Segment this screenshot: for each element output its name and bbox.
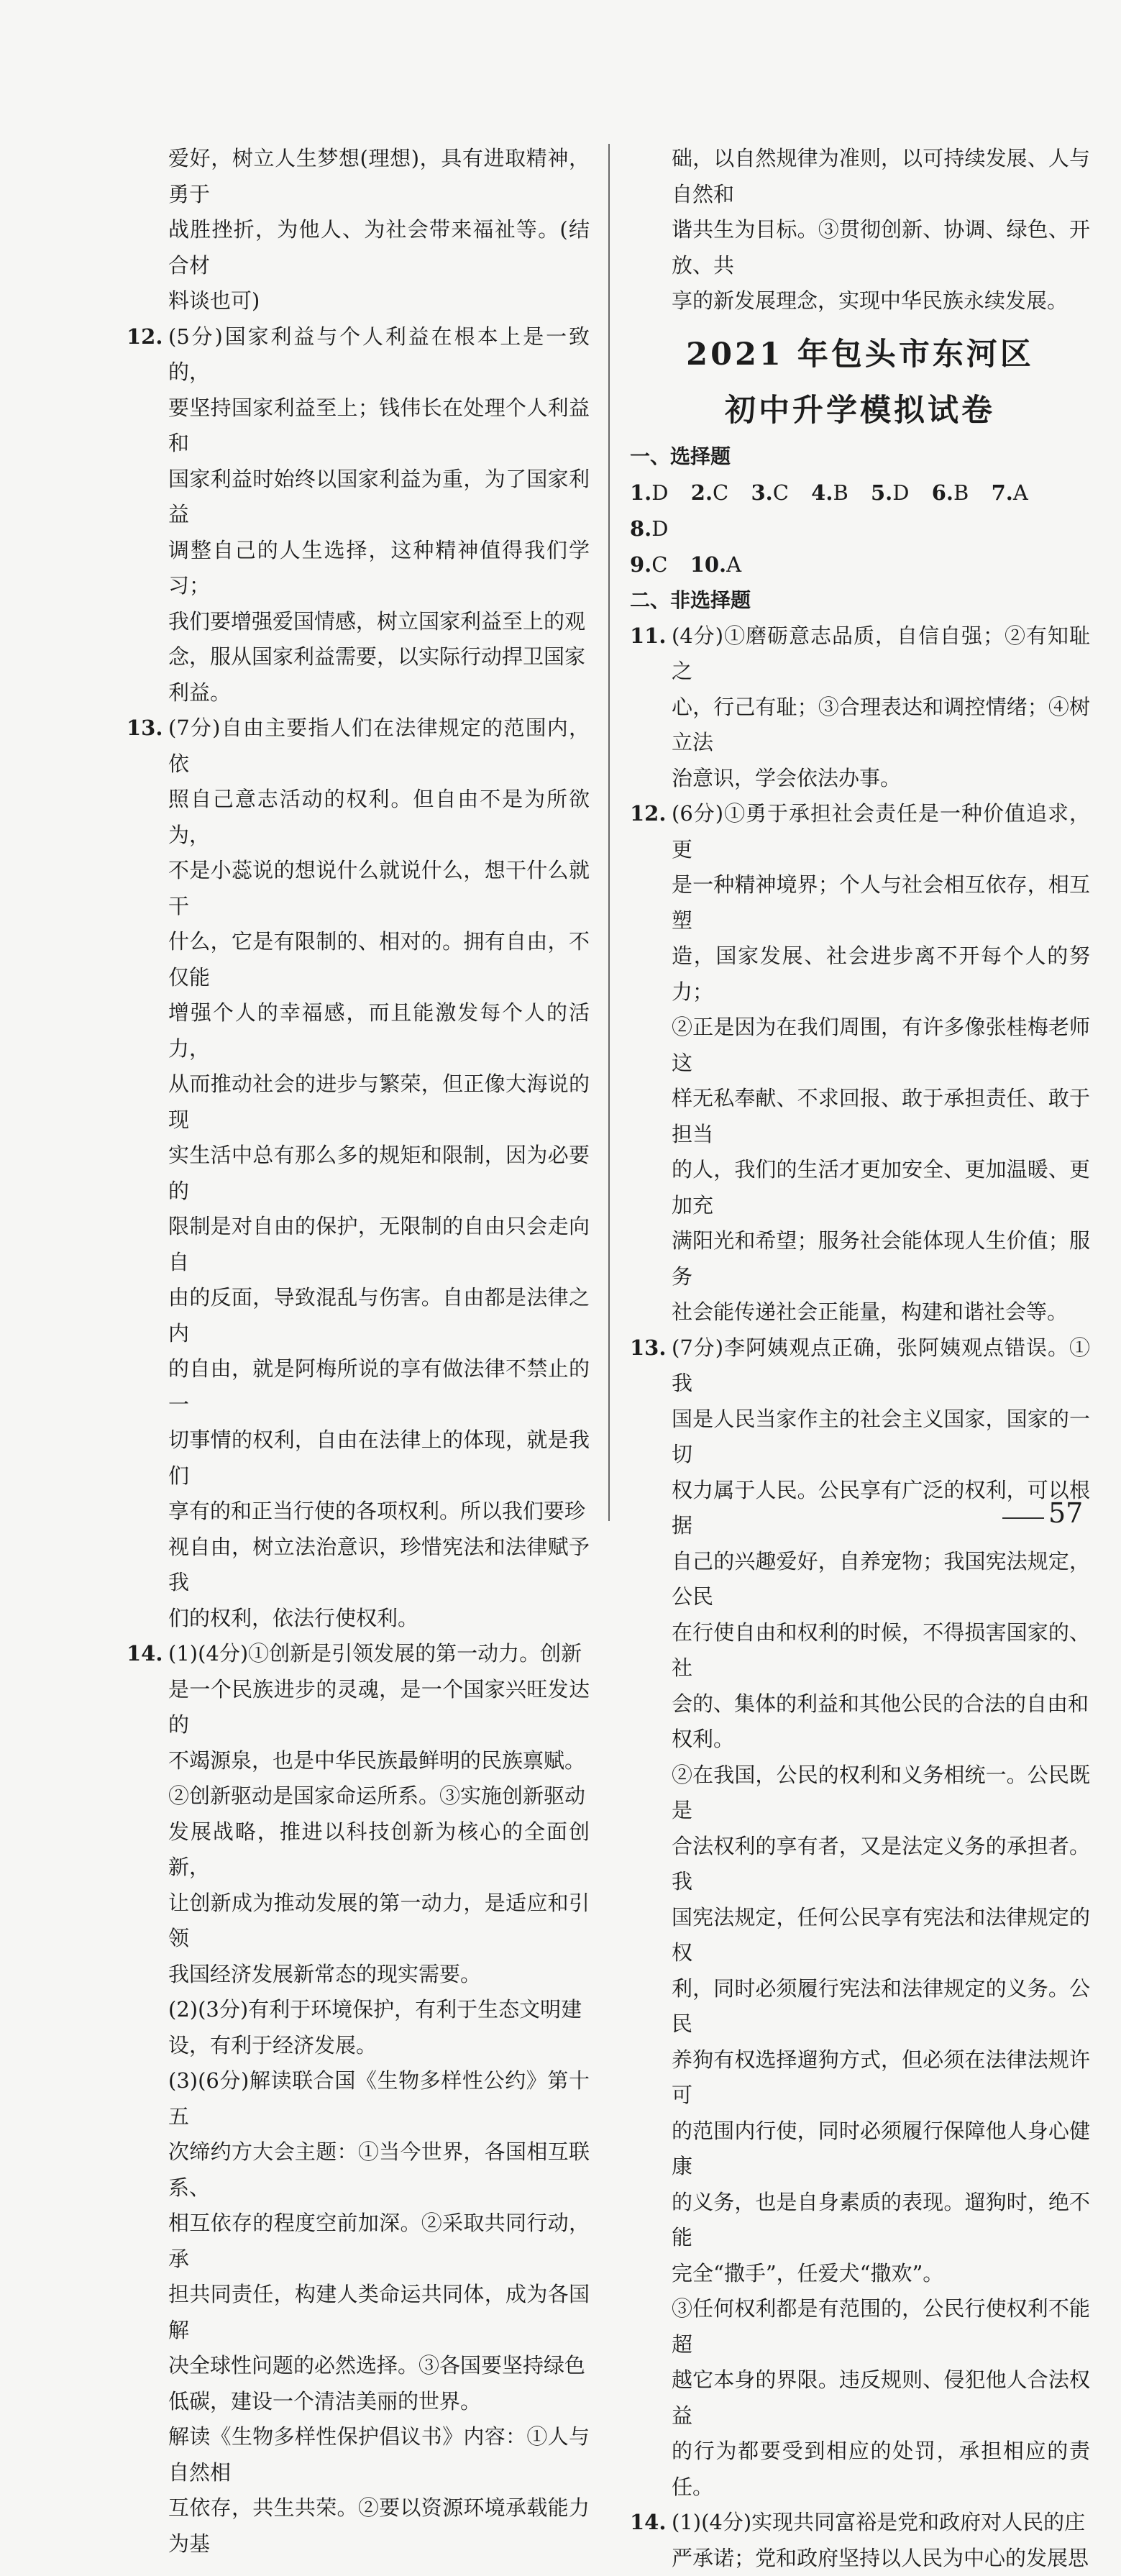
text-line: 念，服从国家利益需要，以实际行动捍卫国家 (168, 639, 590, 675)
question-number: 12. (127, 319, 163, 355)
text-line: 不竭源泉，也是中华民族最鲜明的民族禀赋。 (168, 1743, 590, 1779)
question-13-right (630, 1330, 1090, 2506)
column-divider (608, 144, 610, 1521)
text-line: ②正是因为在我们周围，有许多像张桂梅老师这 (672, 1010, 1090, 1081)
text-line: 国家利益时始终以国家利益为重，为了国家利益 (168, 462, 590, 533)
text-line: 的范围内行使，同时必须履行保障他人身心健康 (672, 2114, 1090, 2185)
question-number: 14. (630, 2505, 666, 2541)
text-line: 实生活中总有那么多的规矩和限制，因为必要的 (168, 1138, 590, 1209)
text-line: 的自由，就是阿梅所说的享有做法律不禁止的一 (168, 1351, 590, 1422)
continuation-text (630, 141, 1090, 319)
question-number: 13. (127, 711, 163, 746)
text-line: 治意识，学会依法办事。 (672, 761, 1090, 797)
exam-title (630, 326, 1090, 439)
left-column (127, 141, 590, 2562)
text-line: (1)(4分)①创新是引领发展的第一动力。创新 (168, 1636, 590, 1672)
text-line: (4分)①磨砺意志品质，自信自强；②有知耻之 (672, 618, 1090, 690)
text-line: 增强个人的幸福感，而且能激发每个人的活力， (168, 995, 590, 1067)
text-line: 料谈也可) (168, 283, 590, 319)
intro-continuation (127, 141, 590, 319)
text-line: 什么，它是有限制的、相对的。拥有自由，不仅能 (168, 924, 590, 995)
mc-answer: 2.C (691, 480, 728, 505)
text-line: 权利。 (672, 1722, 1090, 1758)
text-line: 要坚持国家利益至上；钱伟长在处理个人利益和 (168, 390, 590, 462)
text-line: 谐共生为目标。③贯彻创新、协调、绿色、开放、共 (672, 212, 1090, 283)
text-line: 利，同时必须履行宪法和法律规定的义务。公民 (672, 1971, 1090, 2042)
text-line: 样无私奉献、不求回报、敢于承担责任、敢于担当 (672, 1081, 1090, 1152)
text-line: 享的新发展理念，实现中华民族永续发展。 (672, 283, 1090, 319)
text-line: 利益。 (168, 675, 590, 711)
text-line: 养狗有权选择遛狗方式，但必须在法律法规许可 (672, 2042, 1090, 2114)
text-line: 调整自己的人生选择，这种精神值得我们学习； (168, 533, 590, 604)
text-line: 视自由，树立法治意识，珍惜宪法和法律赋予我 (168, 1530, 590, 1601)
question-11-right (630, 618, 1090, 797)
text-line: 我国经济发展新常态的现实需要。 (168, 1957, 590, 1993)
question-14-right (630, 2505, 1090, 2576)
text-line: (1)(4分)实现共同富裕是党和政府对人民的庄 (672, 2505, 1090, 2541)
text-line: 的人，我们的生活才更加安全、更加温暖、更加充 (672, 1152, 1090, 1223)
text-line: 由的反面，导致混乱与伤害。自由都是法律之内 (168, 1280, 590, 1351)
mc-answer: 9.C (630, 552, 667, 577)
text-line: 不是小蕊说的想说什么就说什么，想干什么就干 (168, 853, 590, 924)
text-line: 心，行己有耻；③合理表达和调控情绪；④树立法 (672, 690, 1090, 761)
mc-answer: 5.D (871, 480, 910, 505)
mc-answer: 7.A (992, 480, 1028, 505)
text-line: 是一个民族进步的灵魂，是一个国家兴旺发达的 (168, 1672, 590, 1743)
mc-answer: 10.A (690, 552, 741, 577)
text-line: 造，国家发展、社会进步离不开每个人的努力； (672, 938, 1090, 1010)
text-line: 自己的兴趣爱好，自养宠物；我国宪法规定，公民 (672, 1544, 1090, 1615)
text-line: 设，有利于经济发展。 (168, 2028, 590, 2064)
text-line: 严承诺；党和政府坚持以人民为中心的发展思 (672, 2541, 1090, 2576)
text-line: (7分)自由主要指人们在法律规定的范围内，依 (168, 711, 590, 782)
text-line: 担共同责任，构建人类命运共同体，成为各国解 (168, 2277, 590, 2348)
text-line: 切事情的权利，自由在法律上的体现，就是我们 (168, 1422, 590, 1494)
exam-title-line: 2021 年包头市东河区 (630, 326, 1090, 383)
mc-answer: 4.B (811, 480, 848, 505)
text-line: 次缔约方大会主题：①当今世界，各国相互联系、 (168, 2134, 590, 2206)
question-12-left (127, 319, 590, 711)
text-line: 合法权利的享有者，又是法定义务的承担者。我 (672, 1829, 1090, 1900)
text-line: 会的、集体的利益和其他公民的合法的自由和 (672, 1686, 1090, 1722)
text-line: (5分)国家利益与个人利益在根本上是一致的， (168, 319, 590, 390)
section-heading: 二、非选择题 (630, 583, 1090, 618)
mc-answer: 6.B (932, 480, 969, 505)
mc-answers (630, 475, 1090, 583)
text-line: 战胜挫折，为他人、为社会带来福祉等。(结合材 (168, 212, 590, 283)
text-line: 决全球性问题的必然选择。③各国要坚持绿色 (168, 2348, 590, 2384)
text-line: 解读《生物多样性保护倡议书》内容：①人与自然相 (168, 2419, 590, 2490)
text-line: 发展战略，推进以科技创新为核心的全面创新， (168, 1814, 590, 1886)
text-line: (6分)①勇于承担社会责任是一种价值追求，更 (672, 796, 1090, 867)
text-line: 让创新成为推动发展的第一动力，是适应和引领 (168, 1886, 590, 1957)
question-number: 14. (127, 1636, 163, 1672)
mc-answer: 8.D (630, 516, 669, 541)
text-line: 从而推动社会的进步与繁荣，但正像大海说的现 (168, 1067, 590, 1138)
text-line: 照自己意志活动的权利。但自由不是为所欲为， (168, 782, 590, 853)
right-column (630, 141, 1090, 2576)
text-line: 低碳，建设一个清洁美丽的世界。 (168, 2384, 590, 2420)
text-line: 限制是对自由的保护，无限制的自由只会走向自 (168, 1209, 590, 1280)
text-line: 互依存，共生共荣。②要以资源环境承载能力为基 (168, 2490, 590, 2562)
exam-title-line: 初中升学模拟试卷 (630, 383, 1090, 439)
text-line: 是一种精神境界；个人与社会相互依存，相互塑 (672, 867, 1090, 938)
text-line: 相互依存的程度空前加深。②采取共同行动，承 (168, 2206, 590, 2277)
mc-answers-row (630, 547, 1090, 583)
text-line: 权力属于人民。公民享有广泛的权利，可以根据 (672, 1473, 1090, 1544)
text-line: 的义务，也是自身素质的表现。遛狗时，绝不能 (672, 2185, 1090, 2256)
question-12-right (630, 796, 1090, 1330)
text-line: 在行使自由和权利的时候，不得损害国家的、社 (672, 1615, 1090, 1686)
text-line: 们的权利，依法行使权利。 (168, 1601, 590, 1637)
text-line: 我们要增强爱国情感，树立国家利益至上的观 (168, 604, 590, 640)
text-line: 完全“撒手”，任爱犬“撒欢”。 (672, 2256, 1090, 2292)
text-line: ②在我国，公民的权利和义务相统一。公民既是 (672, 1758, 1090, 1829)
question-number: 11. (630, 618, 666, 654)
text-line: 满阳光和希望；服务社会能体现人生价值；服务 (672, 1223, 1090, 1294)
question-14-left (127, 1636, 590, 2562)
mc-answer: 1.D (630, 480, 669, 505)
text-line: 爱好，树立人生梦想(理想)，具有进取精神，勇于 (168, 141, 590, 212)
text-line: (7分)李阿姨观点正确，张阿姨观点错误。①我 (672, 1330, 1090, 1402)
text-line: 越它本身的界限。违反规则、侵犯他人合法权益 (672, 2362, 1090, 2434)
text-line: 的行为都要受到相应的处罚，承担相应的责任。 (672, 2434, 1090, 2505)
question-number: 12. (630, 796, 666, 832)
text-line: 国是人民当家作主的社会主义国家，国家的一切 (672, 1402, 1090, 1473)
text-line: 社会能传递社会正能量，构建和谐社会等。 (672, 1294, 1090, 1330)
text-line: 国宪法规定，任何公民享有宪法和法律规定的权 (672, 1900, 1090, 1971)
mc-answers-row (630, 475, 1090, 547)
text-line: 享有的和正当行使的各项权利。所以我们要珍 (168, 1494, 590, 1530)
page-number-rule (1002, 1517, 1044, 1519)
question-13-left (127, 711, 590, 1636)
text-line: (2)(3分)有利于环境保护，有利于生态文明建 (168, 1992, 590, 2028)
mc-answer: 3.C (751, 480, 788, 505)
question-number: 13. (630, 1330, 666, 1366)
text-line: ②创新驱动是国家命运所系。③实施创新驱动 (168, 1778, 590, 1814)
text-line: ③任何权利都是有范围的，公民行使权利不能超 (672, 2291, 1090, 2362)
page-number: 57 (1048, 1497, 1083, 1529)
section-heading: 一、选择题 (630, 439, 1090, 475)
text-line: 础，以自然规律为准则，以可持续发展、人与自然和 (672, 141, 1090, 212)
text-line: (3)(6分)解读联合国《生物多样性公约》第十五 (168, 2063, 590, 2134)
